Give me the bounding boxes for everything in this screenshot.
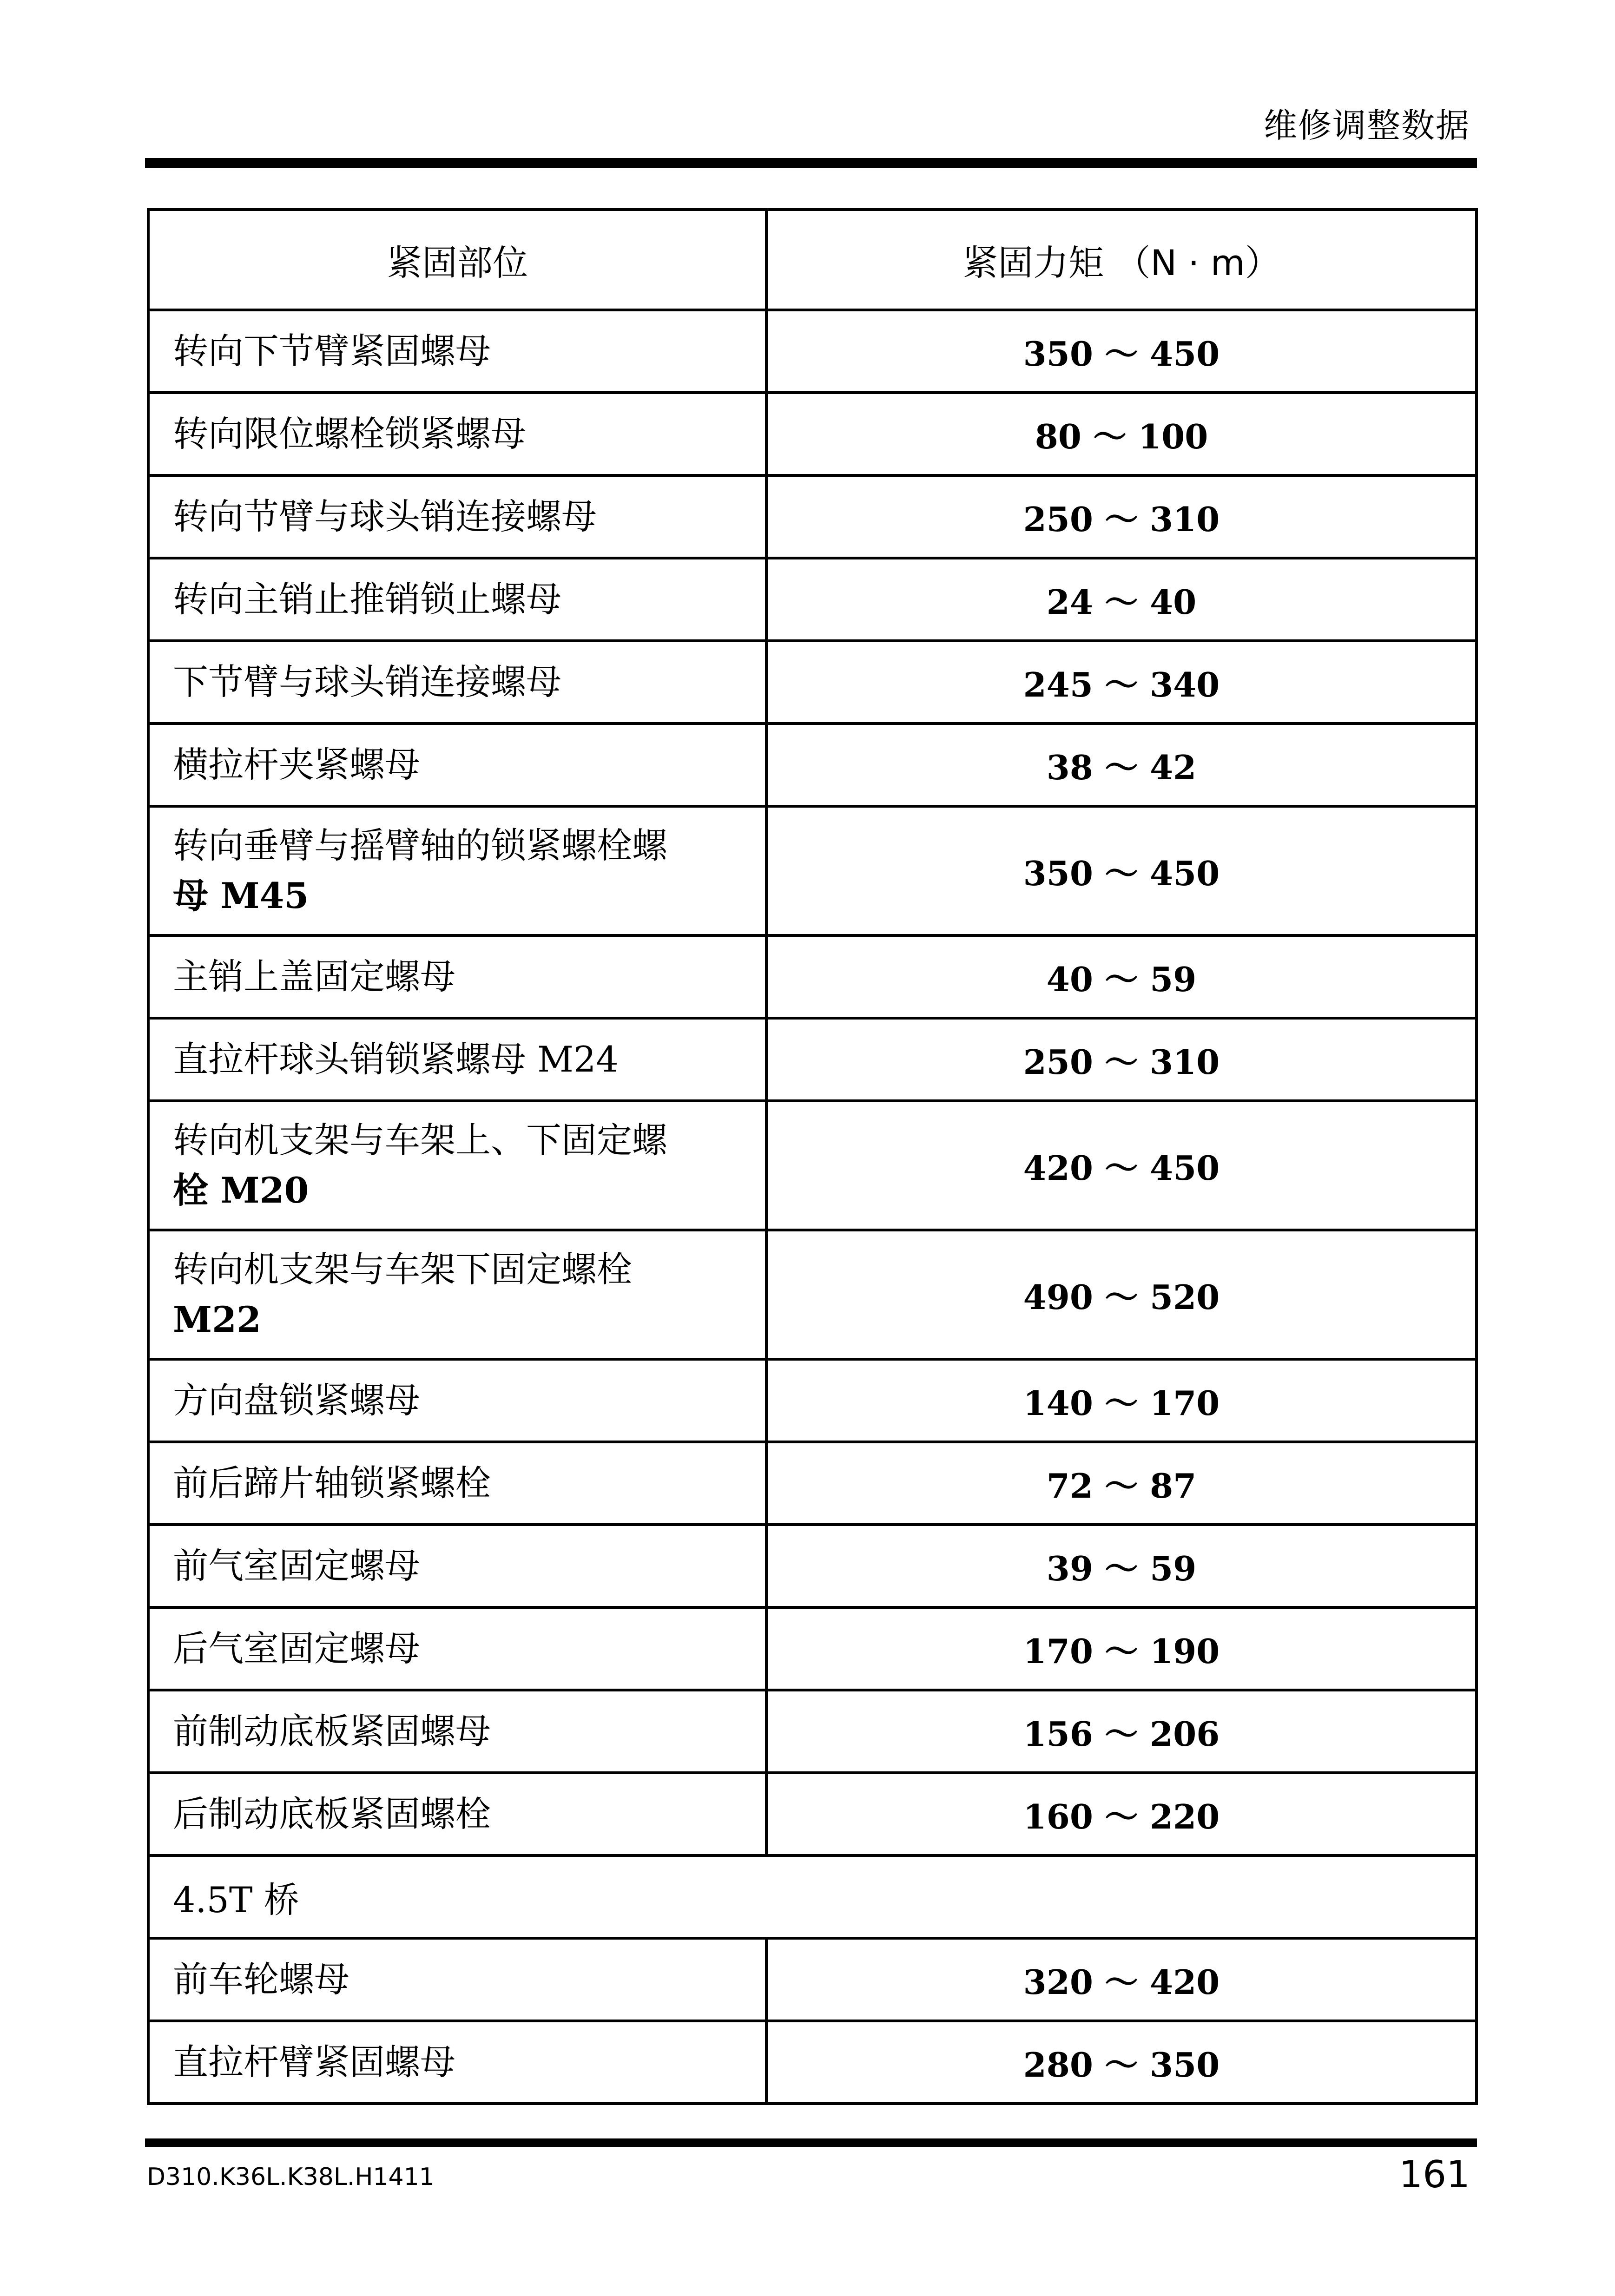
section-title: 维修调整数据 <box>1263 106 1470 145</box>
part-cell: 前车轮螺母 <box>148 1938 766 2021</box>
table-row <box>148 1442 1477 1525</box>
torque-cell: 250 ～ 310 <box>766 475 1477 558</box>
table-row <box>148 1690 1477 1773</box>
part-cell: 转向节臂与球头销连接螺母 <box>148 475 766 558</box>
table-row <box>148 558 1477 641</box>
torque-cell: 24 ～ 40 <box>766 558 1477 641</box>
table-row <box>148 310 1477 393</box>
table-row <box>148 724 1477 806</box>
part-text: 转向机支架与车架下固定螺栓 <box>173 1249 632 1290</box>
torque-cell: 490 ～ 520 <box>766 1230 1477 1359</box>
section-row <box>148 1855 1477 1938</box>
part-cell <box>148 1101 766 1230</box>
header-rule <box>145 158 1477 168</box>
torque-cell: 38 ～ 42 <box>766 724 1477 806</box>
part-cell <box>148 1230 766 1359</box>
part-cell: 横拉杆夹紧螺母 <box>148 724 766 806</box>
part-cell: 后制动底板紧固螺栓 <box>148 1773 766 1855</box>
part-cell: 后气室固定螺母 <box>148 1607 766 1690</box>
part-text-continued: M22 <box>173 1299 261 1340</box>
torque-cell: 245 ～ 340 <box>766 641 1477 724</box>
torque-table-container <box>147 208 1475 2105</box>
part-cell: 主销上盖固定螺母 <box>148 935 766 1018</box>
table-row <box>148 1773 1477 1855</box>
torque-cell: 40 ～ 59 <box>766 935 1477 1018</box>
table-row <box>148 1359 1477 1442</box>
part-cell: 转向主销止推销锁止螺母 <box>148 558 766 641</box>
torque-cell: 156 ～ 206 <box>766 1690 1477 1773</box>
table-row <box>148 806 1477 935</box>
table-row <box>148 2021 1477 2104</box>
table-row <box>148 1525 1477 1607</box>
table-row <box>148 1938 1477 2021</box>
torque-cell: 350 ～ 450 <box>766 806 1477 935</box>
torque-cell: 280 ～ 350 <box>766 2021 1477 2104</box>
page-number: 161 <box>1399 2153 1470 2196</box>
torque-cell: 80 ～ 100 <box>766 393 1477 475</box>
torque-cell: 39 ～ 59 <box>766 1525 1477 1607</box>
torque-cell: 170 ～ 190 <box>766 1607 1477 1690</box>
table-header-row <box>148 210 1477 310</box>
part-cell: 方向盘锁紧螺母 <box>148 1359 766 1442</box>
table-row <box>148 1018 1477 1101</box>
torque-cell: 140 ～ 170 <box>766 1359 1477 1442</box>
part-text: 转向垂臂与摇臂轴的锁紧螺栓螺 <box>173 825 667 866</box>
part-text: 转向机支架与车架上、下固定螺 <box>173 1119 667 1161</box>
part-cell: 转向限位螺栓锁紧螺母 <box>148 393 766 475</box>
part-cell: 下节臂与球头销连接螺母 <box>148 641 766 724</box>
part-cell: 前气室固定螺母 <box>148 1525 766 1607</box>
column-header-torque: 紧固力矩 （N · m） <box>766 210 1477 310</box>
table-row <box>148 1607 1477 1690</box>
part-text-continued: 栓 M20 <box>173 1170 309 1211</box>
torque-cell: 320 ～ 420 <box>766 1938 1477 2021</box>
part-cell: 转向下节臂紧固螺母 <box>148 310 766 393</box>
table-row <box>148 935 1477 1018</box>
table-row <box>148 475 1477 558</box>
part-cell: 前制动底板紧固螺母 <box>148 1690 766 1773</box>
torque-cell: 72 ～ 87 <box>766 1442 1477 1525</box>
torque-cell: 350 ～ 450 <box>766 310 1477 393</box>
footer-rule <box>145 2138 1477 2147</box>
table-row <box>148 1230 1477 1359</box>
part-cell: 直拉杆臂紧固螺母 <box>148 2021 766 2104</box>
table-row <box>148 393 1477 475</box>
part-cell: 前后蹄片轴锁紧螺栓 <box>148 1442 766 1525</box>
table-row <box>148 1101 1477 1230</box>
section-label: 4.5T 桥 <box>148 1855 1477 1938</box>
document-code: D310.K36L.K38L.H1411 <box>147 2163 435 2191</box>
torque-cell: 250 ～ 310 <box>766 1018 1477 1101</box>
torque-cell: 160 ～ 220 <box>766 1773 1477 1855</box>
part-cell <box>148 806 766 935</box>
table-row <box>148 641 1477 724</box>
part-text-continued: 母 M45 <box>173 875 309 916</box>
part-cell: 直拉杆球头销锁紧螺母 M24 <box>148 1018 766 1101</box>
torque-cell: 420 ～ 450 <box>766 1101 1477 1230</box>
column-header-part: 紧固部位 <box>148 210 766 310</box>
torque-table <box>147 208 1478 2105</box>
